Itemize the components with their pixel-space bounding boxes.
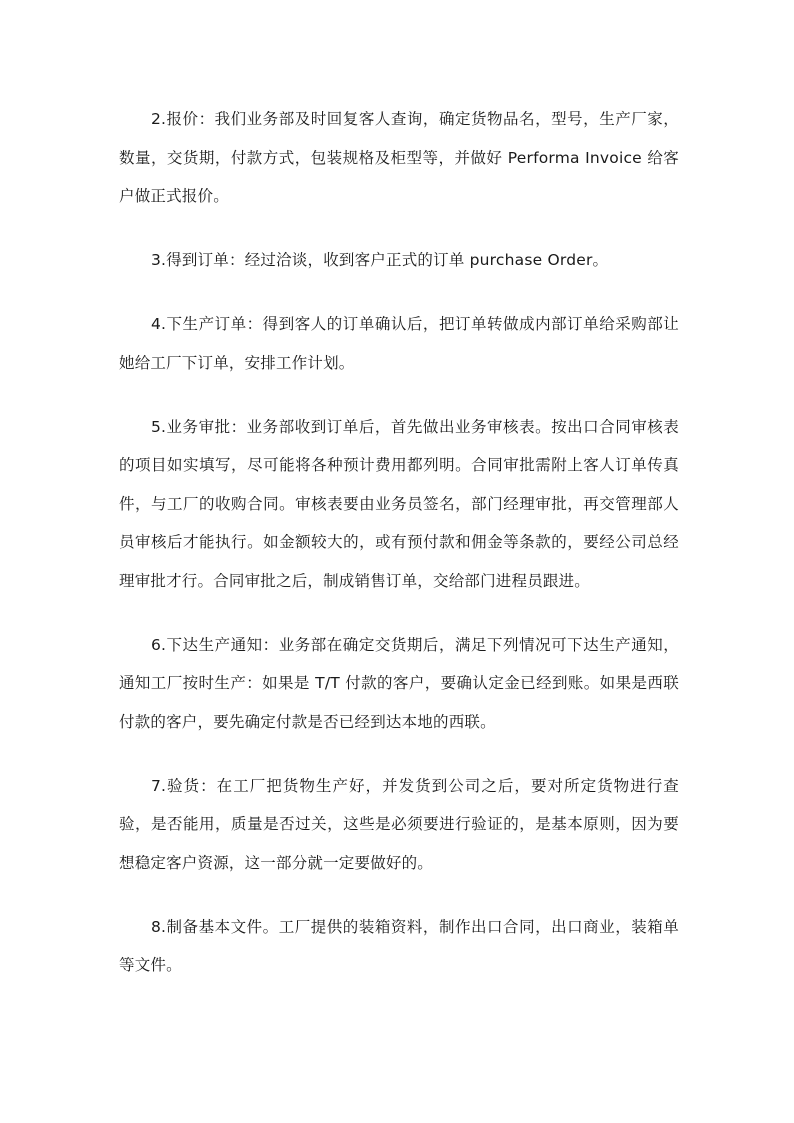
paragraph-production-order: 4.下生产订单：得到客人的订单确认后，把订单转做成内部订单给采购部让她给工厂下订单，安排工作计划。 xyxy=(119,315,679,372)
paragraph-basic-documents: 8.制备基本文件。工厂提供的装箱资料，制作出口合同，出口商业，装箱单等文件。 xyxy=(119,917,679,974)
paragraph-business-approval: 5.业务审批：业务部收到订单后，首先做出业务审核表。按出口合同审核表的项目如实填写，尽可能将各种预计费用都列明。合同审批需附上客人订单传真件，与工厂的收购合同。审核表要由业务员签名，部门经理审批，再交管理部人员审核后才能执行。如金额较大的，或有预付款和佣金等条款的，要经公司总经理审批才行。合同审批之后，制成销售订单，交给部门进程员跟进。 xyxy=(119,417,679,590)
document-page xyxy=(119,100,679,1010)
paragraph-quotation: 2.报价：我们业务部及时回复客人查询，确定货物品名，型号，生产厂家，数量，交货期，付款方式，包装规格及柜型等，并做好 Performa Invoice 给客户做正式报价。 xyxy=(119,110,679,205)
paragraph-inspection: 7.验货：在工厂把货物生产好，并发货到公司之后，要对所定货物进行查验，是否能用，质量是否过关，这些是必须要进行验证的，是基本原则，因为要想稳定客户资源，这一部分就一定要做好的。 xyxy=(119,776,679,872)
paragraph-order-received: 3.得到订单：经过洽谈，收到客户正式的订单 purchase Order。 xyxy=(151,251,609,269)
paragraph-production-notice: 6.下达生产通知：业务部在确定交货期后，满足下列情况可下达生产通知，通知工厂按时生产：如果是 T/T 付款的客户，要确认定金已经到账。如果是西联付款的客户，要先确定付款是否已经到达本地的西联。 xyxy=(119,635,679,731)
